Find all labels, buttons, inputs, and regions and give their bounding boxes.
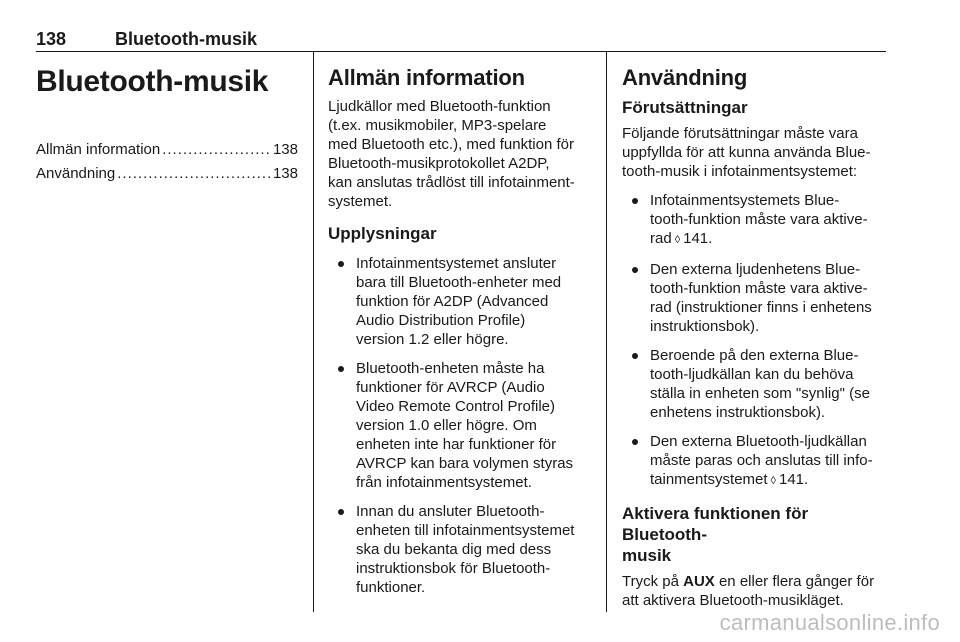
column-general-information: [328, 64, 594, 607]
subheading-notes: Upplysningar: [328, 224, 437, 243]
list-item: Infotainmentsystemets Blue- tooth-funktion måste vara aktive- rad ◊ 141.: [622, 191, 886, 250]
table-of-contents: [36, 140, 298, 188]
toc-leader-dots: [117, 164, 271, 183]
column-usage: [622, 64, 886, 610]
page-reference-link[interactable]: 141.: [778, 471, 809, 488]
bullet-icon: [632, 353, 638, 359]
list-item: Den externa ljudenhetens Blue- tooth-funktion måste vara aktive- rad (instruktioner finns i enhetens instruktionsbok).: [622, 260, 886, 336]
column-divider-right: [606, 52, 607, 612]
toc-entry-usage[interactable]: [36, 164, 298, 188]
aux-key-label: AUX: [683, 573, 715, 590]
toc-entry-page: 138: [272, 141, 298, 158]
bullet-icon: [632, 267, 638, 273]
bullet-icon: [338, 509, 344, 515]
list-item: Beroende på den externa Blue- tooth-ljudkällan kan du behöva ställa in enheten som "synlig" (se enhetens instruktionsbok).: [622, 346, 886, 422]
running-head: [36, 28, 886, 50]
subheading-prerequisites: Förutsättningar: [622, 98, 748, 117]
list-item: Den externa Bluetooth-ljudkällan måste paras och anslutas till info- tainmentsystemet ◊ 141.: [622, 432, 886, 491]
bullet-icon: [632, 439, 638, 445]
prerequisites-list: [622, 191, 886, 491]
toc-entry-page: 138: [272, 165, 298, 182]
subheading-activate: Aktivera funktionen för Bluetooth- musik: [622, 504, 809, 565]
bullet-icon: [338, 261, 344, 267]
list-item: Bluetooth-enheten måste ha funktioner för AVRCP (Audio Video Remote Control Profile) version 1.0 eller högre. Om enheten inte har funktioner för AVRCP kan bara volymen styras från infotainmentsystemet.: [328, 359, 594, 492]
page-reference-link[interactable]: 141.: [683, 230, 713, 247]
toc-entry-title: Allmän information: [36, 141, 161, 158]
chapter-title: Bluetooth-musik: [36, 65, 269, 98]
page-reference-icon: ◊: [770, 475, 776, 487]
toc-entry-general[interactable]: [36, 140, 298, 164]
bullet-icon: [338, 366, 344, 372]
watermark: carmanualsonline.info: [719, 610, 940, 635]
section-heading-general: Allmän information: [328, 65, 525, 90]
prerequisites-intro: Följande förutsättningar måste vara uppfyllda för att kunna använda Blue- tooth-musik i infotainmentsystemet:: [622, 125, 871, 180]
list-item: Innan du ansluter Bluetooth- enheten till infotainmentsystemet ska du bekanta dig med dess instruktionsbok för Bluetooth- funktioner.: [328, 502, 594, 597]
running-title: Bluetooth-musik: [115, 29, 257, 49]
toc-leader-dots: [162, 140, 271, 159]
column-chapter: [36, 64, 298, 188]
header-rule: [36, 51, 886, 52]
general-intro: Ljudkällor med Bluetooth-funktion (t.ex. musikmobiler, MP3-spelare med Bluetooth etc.), med funktion för Bluetooth-musikprotokollet A2DP, kan anslutas trådlöst till infotainment- systemet.: [328, 98, 575, 210]
page-number: 138: [36, 29, 67, 49]
section-heading-usage: Användning: [622, 65, 748, 90]
list-item: Infotainmentsystemet ansluter bara till Bluetooth-enheter med funktion för A2DP (Advanced Audio Distribution Profile) version 1.2 eller högre.: [328, 254, 594, 349]
column-divider-left: [313, 52, 314, 612]
activate-instructions: Tryck på AUX en eller flera gånger för att aktivera Bluetooth-musikläget.: [622, 573, 875, 609]
notes-list: [328, 254, 594, 597]
toc-entry-title: Användning: [36, 165, 116, 182]
bullet-icon: [632, 198, 638, 204]
page-reference-icon: ◊: [674, 234, 681, 246]
